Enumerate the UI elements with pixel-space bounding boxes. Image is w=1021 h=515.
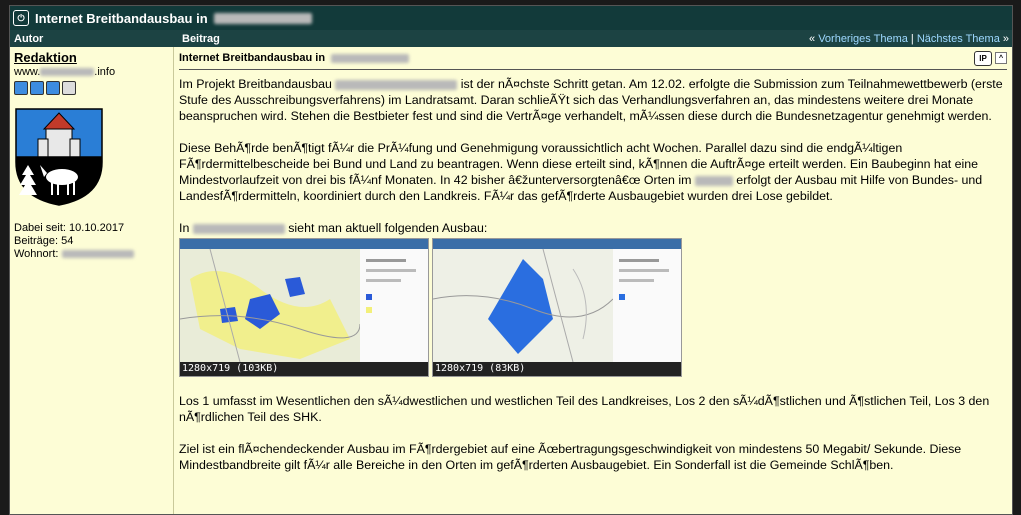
rank-icon xyxy=(62,81,76,95)
author-column-header: Autor xyxy=(14,32,44,45)
ip-button[interactable]: IP xyxy=(974,51,992,66)
author-website[interactable]: www. .info xyxy=(14,66,116,78)
author-posts: Beiträge: 54 xyxy=(14,235,74,247)
topic-title: Internet Breitbandausbau in xyxy=(35,10,208,26)
topic-navigation: « Vorheriges Thema | Nächstes Thema » xyxy=(809,32,1009,45)
previous-topic-link[interactable]: Vorheriges Thema xyxy=(818,32,908,45)
post-area xyxy=(174,47,1012,514)
rank-icon xyxy=(30,81,44,95)
topic-icon: ⏻ xyxy=(13,10,29,26)
author-profile xyxy=(10,47,174,514)
rank-icon xyxy=(46,81,60,95)
author-residence: Wohnort: xyxy=(14,248,169,261)
forum-topic-panel xyxy=(9,5,1013,515)
table-header xyxy=(10,30,1012,47)
image-attachments xyxy=(179,238,1007,377)
image-caption: 1280x719 (83KB) xyxy=(433,362,681,376)
redacted-location xyxy=(214,13,312,24)
author-since: Dabei seit: 10.10.2017 xyxy=(14,222,125,234)
image-caption: 1280x719 (103KB) xyxy=(180,362,428,376)
post-title-bar xyxy=(179,47,1007,70)
paragraph: Diese BehÃ¶rde benÃ¶tigt fÃ¼r die PrÃ¼fung und Genehmigung voraussichtlich acht Wochen. Parallel dazu sind die endgÃ¼ltigen FÃ¶rdermittelbescheide bei Bund und Land zu beantragen. Wenn diese erteilt sind, kÃ¶nnen die AuftrÃ¤ge erteilt werden. Ein Baubeginn hat eine Mindestvorlaufzeit von drei bis fÃ¼nf Monaten. In 42 bisher â€žunterversorgtenâ€œ Orten im erfolgt der Ausbau mit Hilfe von Bundes- und LandesfÃ¶rdermitteln, koordiniert durch den Landkreis. FÃ¼r das gefÃ¶rderte Ausbaugebiet wurden drei Lose gebildet. xyxy=(179,141,983,203)
avatar xyxy=(14,107,169,210)
map-image-1[interactable] xyxy=(179,238,429,377)
paragraph: Ziel ist ein flÃ¤chendeckender Ausbau im FÃ¶rdergebiet auf eine Ãœbertragungsgeschwindigkeit von mindestens 50 Megabit/ Sekunde. Diese Mindestbandbreite gilt fÃ¼r alle Bereiche in den Orten im gefÃ¶rderten Ausbaugebiet. Ein Sonderfall ist die Gemeinde SchlÃ¶ben. xyxy=(179,442,962,472)
map-image-2[interactable] xyxy=(432,238,682,377)
post-column-header: Beitrag xyxy=(182,32,220,45)
post-title: Internet Breitbandausbau in xyxy=(179,52,326,64)
topic-title-bar xyxy=(10,6,1012,30)
paragraph: Im Projekt Breitbandausbau ist der nÃ¤chste Schritt getan. Am 12.02. erfolgte die Submission zum Teilnahmewettbewerb (erste Stufe des Ausschreibungsverfahrens) im Landratsamt. Daran schlieÃŸt sich das Verhandlungsverfahren an, das mindestens weitere drei Monate beanspruchen wird. Stehen die Bestbieter fest und sind die VertrÃ¤ge verhandelt, mÃ¼ssen diese durch die Bundesnetzagentur genehmigt werden. xyxy=(179,77,1003,123)
rank-icons xyxy=(14,81,169,95)
post-content xyxy=(177,70,1009,473)
rank-icon xyxy=(14,81,28,95)
paragraph: In sieht man aktuell folgenden Ausbau: xyxy=(179,221,488,235)
author-name[interactable]: Redaktion xyxy=(14,50,77,65)
next-topic-link[interactable]: Nächstes Thema xyxy=(916,32,1000,45)
paragraph: Los 1 umfasst im Wesentlichen den sÃ¼dwestlichen und westlichen Teil des Landkreises, Los 2 den sÃ¼dÃ¶stlichen und Ã¶stlichen Teil, Los 3 den nÃ¶rdlichen Teil des SHK. xyxy=(179,394,990,424)
scroll-up-button[interactable]: ^ xyxy=(995,52,1007,64)
author-meta xyxy=(14,222,169,261)
